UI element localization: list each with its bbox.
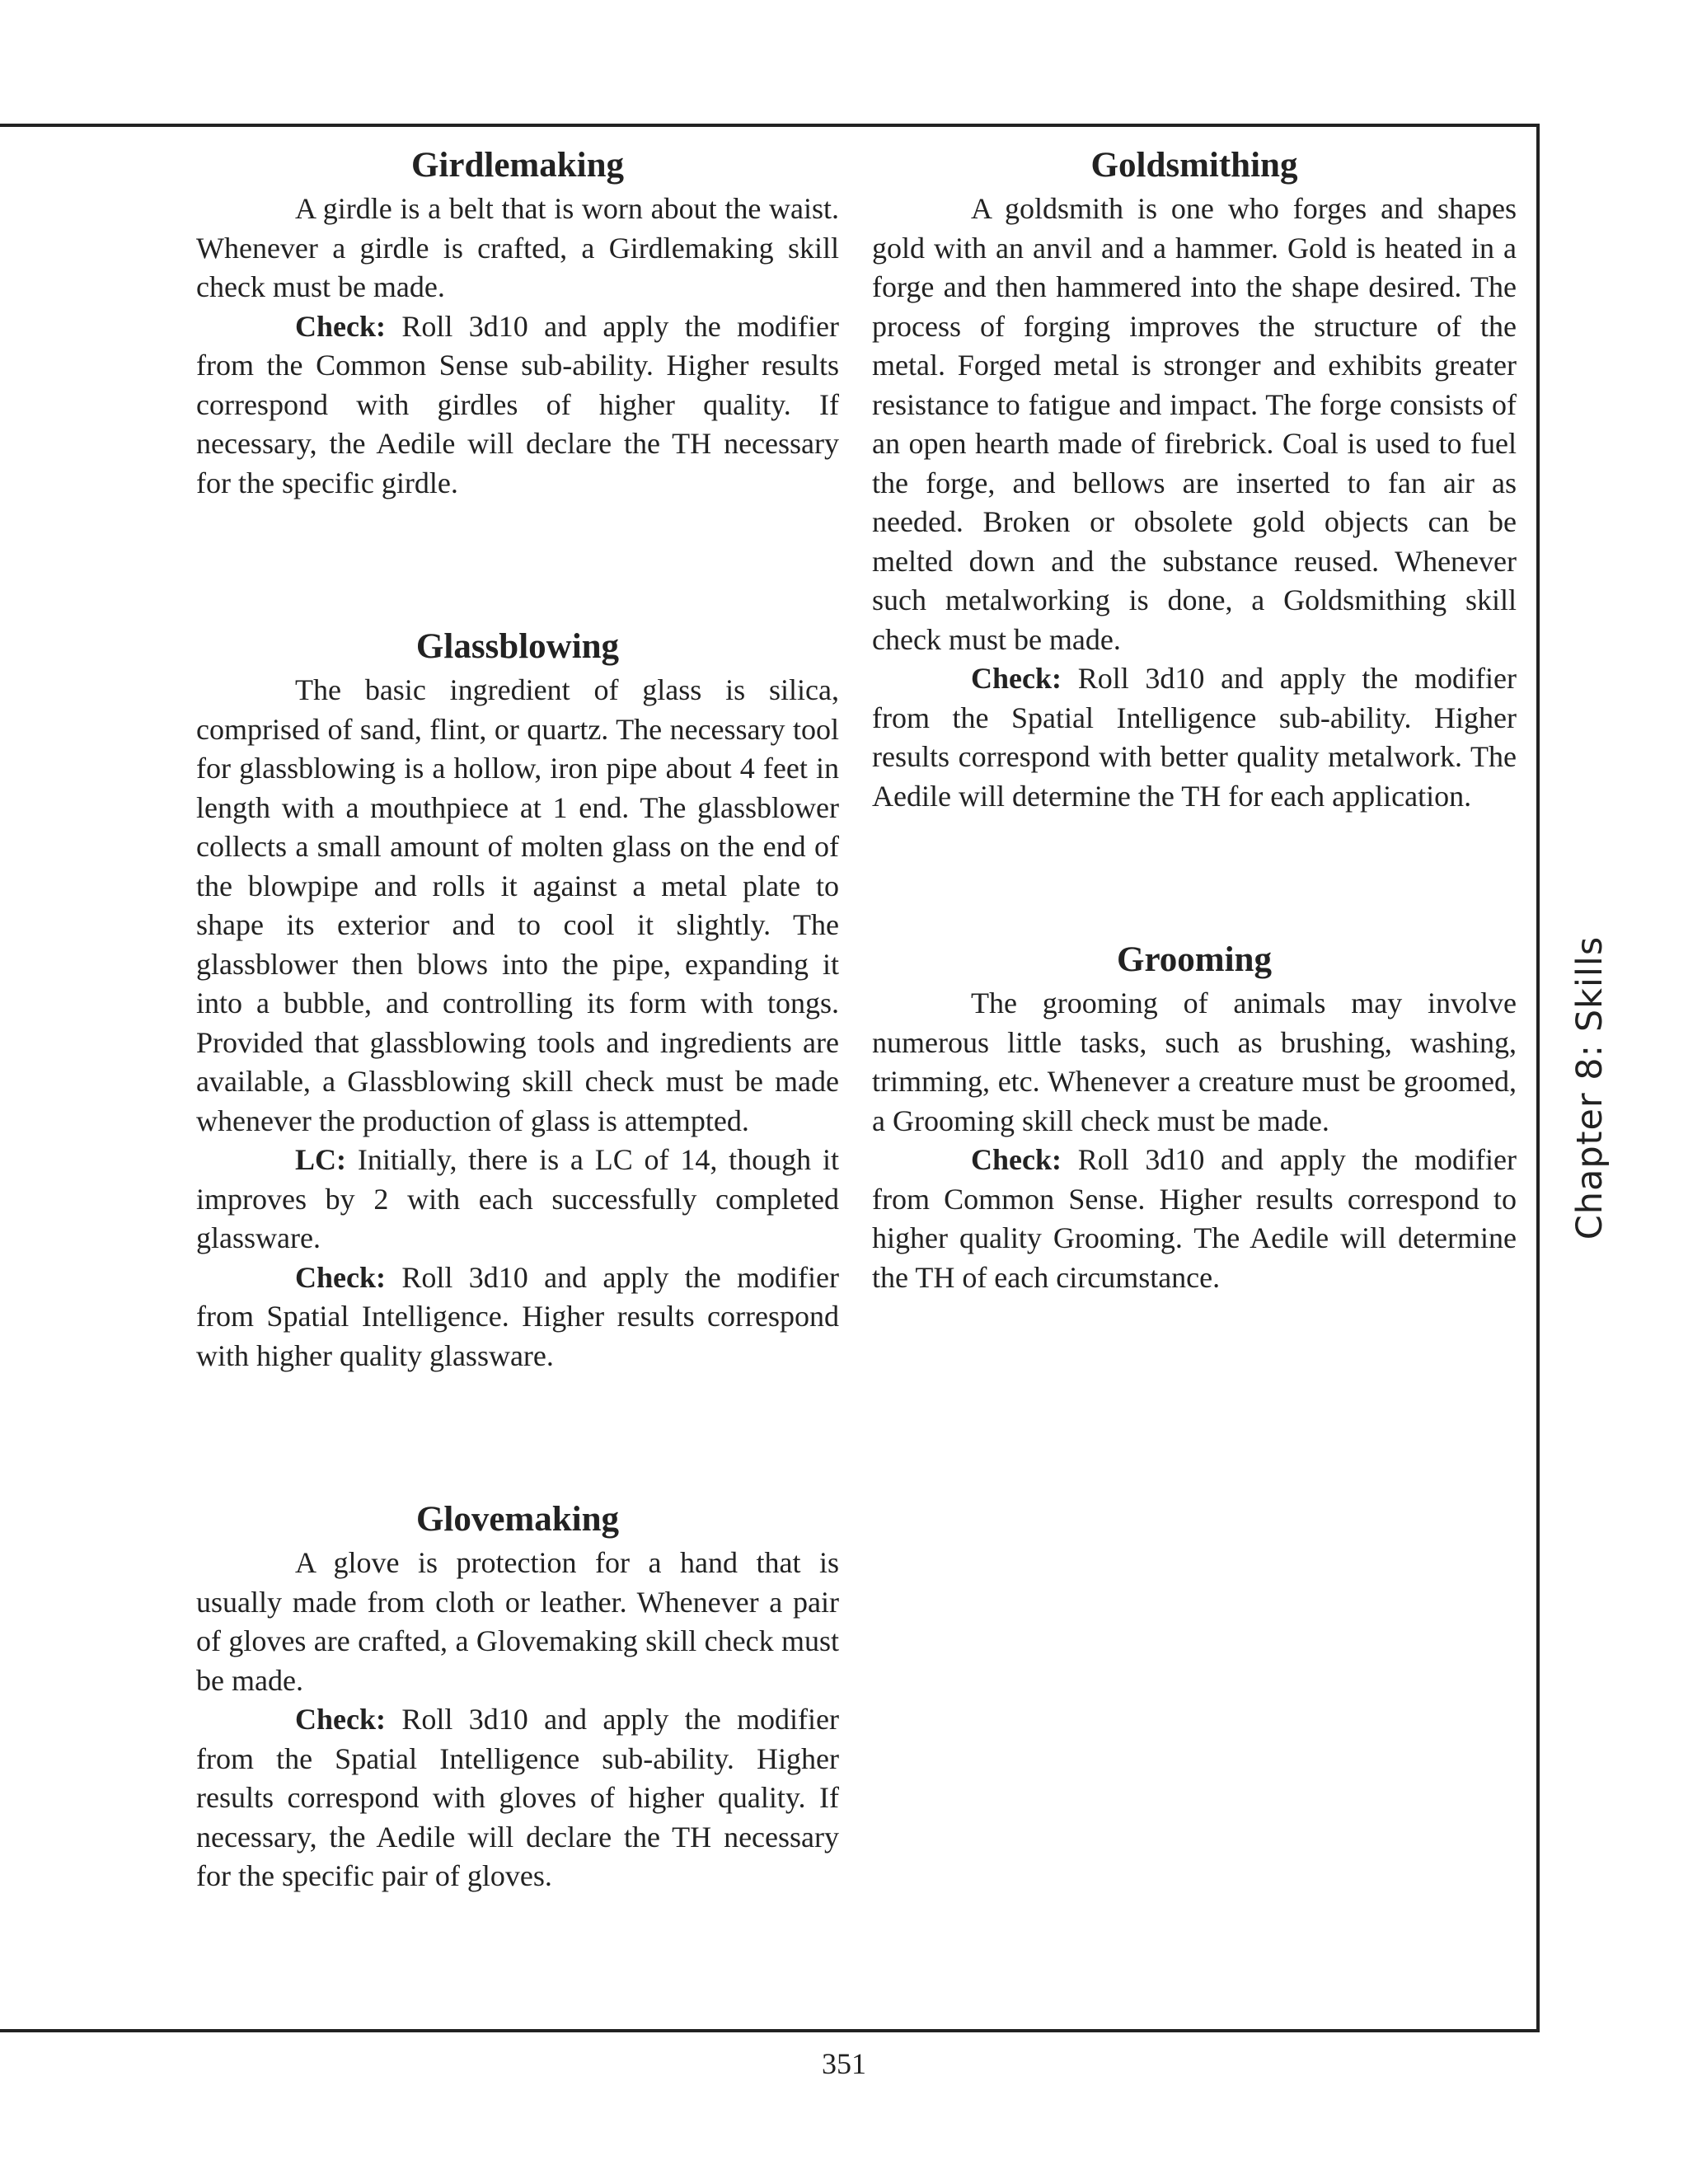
paragraph — [196, 671, 839, 1141]
paragraph-text: Roll 3d10 and apply the modifier from the Common Sense sub-ability. Higher results correspond with girdles of higher quality. If necessary, the Aedile will declare the TH necessary for the specific girdle. — [196, 309, 840, 499]
paragraph-text: Roll 3d10 and apply the modifier from the Spatial Intelligence sub-ability. Higher results correspond with better quality metalwork. The Aedile will determine the TH for each application. — [872, 662, 1517, 813]
paragraph-label: LC: — [295, 1143, 346, 1176]
section-glassblowing — [196, 623, 839, 1376]
paragraph — [872, 190, 1517, 659]
paragraph-text: The grooming of animals may involve numerous little tasks, such as brushing, washing, trimming, etc. Whenever a creature must be groomed, a Grooming skill check must be made. — [872, 987, 1517, 1137]
section-grooming — [872, 936, 1517, 1297]
section-heading: Girdlemaking — [410, 146, 625, 185]
section-heading: Glassblowing — [415, 627, 620, 666]
check-paragraph — [196, 307, 839, 504]
left-column — [196, 142, 839, 1896]
paragraph-text: Roll 3d10 and apply the modifier from the Spatial Intelligence sub-ability. Higher results correspond with gloves of higher quality. If necessary, the Aedile will declare the TH necessary for the specific pair of gloves. — [196, 1703, 840, 1892]
paragraph-label: Check: — [971, 662, 1062, 695]
lc-paragraph — [196, 1141, 839, 1258]
section-heading: Grooming — [1117, 940, 1272, 979]
chapter-side-tab: Chapter 8: Skills — [1569, 935, 1611, 1240]
section-girdlemaking — [196, 142, 839, 503]
right-column — [872, 142, 1517, 1297]
paragraph-text: The basic ingredient of glass is silica, comprised of sand, flint, or quartz. The necessary tool for glassblowing is a hollow, iron pipe about 4 feet in length with a mouthpiece at 1 end. The glassblower collects a small amount of molten glass on the end of the blowpipe and rolls it against a metal plate to shape its exterior and to cool it slightly. The glassblower then blows into the pipe, expanding it into a bubble, and controlling its form with tongs. Provided that glassblowing tools and ingredients are available, a Glassblowing skill check must be made whenever the production of glass is attempted. — [196, 673, 839, 1137]
paragraph-text: A girdle is a belt that is worn about the waist. Whenever a girdle is crafted, a Girdlemaking skill check must be made. — [196, 192, 839, 303]
section-heading: Glovemaking — [415, 1500, 620, 1539]
check-paragraph — [196, 1258, 839, 1376]
paragraph-label: Check: — [295, 1703, 386, 1736]
check-paragraph — [196, 1700, 839, 1896]
check-paragraph — [872, 1141, 1517, 1297]
paragraph — [872, 984, 1517, 1141]
paragraph-text: Roll 3d10 and apply the modifier from Common Sense. Higher results correspond to higher quality Grooming. The Aedile will determine the TH of each circumstance. — [872, 1143, 1517, 1294]
paragraph-label: Check: — [295, 309, 386, 343]
section-glovemaking — [196, 1496, 839, 1896]
paragraph-text: A glove is protection for a hand that is usually made from cloth or leather. Whenever a pair of gloves are crafted, a Glovemaking skill check must be made. — [196, 1546, 839, 1697]
paragraph-text: A goldsmith is one who forges and shapes gold with an anvil and a hammer. Gold is heated in a forge and then hammered into the shape desired. The process of forging improves the structure of the metal. Forged metal is stronger and exhibits greater resistance to fatigue and impact. The forge consists of an open hearth made of firebrick. Coal is used to fuel the forge, and bellows are inserted to fan air as needed. Broken or obsolete gold objects can be melted down and the substance reused. Whenever such metalworking is done, a Goldsmithing skill check must be made. — [872, 192, 1517, 656]
paragraph-text: Initially, there is a LC of 14, though it improves by 2 with each successfully completed glassware. — [196, 1143, 839, 1254]
paragraph — [196, 190, 839, 307]
paragraph — [196, 1544, 839, 1700]
section-goldsmithing — [872, 142, 1517, 816]
paragraph-label: Check: — [295, 1260, 386, 1294]
paragraph-label: Check: — [971, 1143, 1062, 1176]
check-paragraph — [872, 659, 1517, 816]
paragraph-text: Roll 3d10 and apply the modifier from Spatial Intelligence. Higher results correspond with higher quality glassware. — [196, 1260, 840, 1372]
section-heading: Goldsmithing — [1090, 146, 1298, 185]
page-number: 351 — [822, 2047, 866, 2080]
